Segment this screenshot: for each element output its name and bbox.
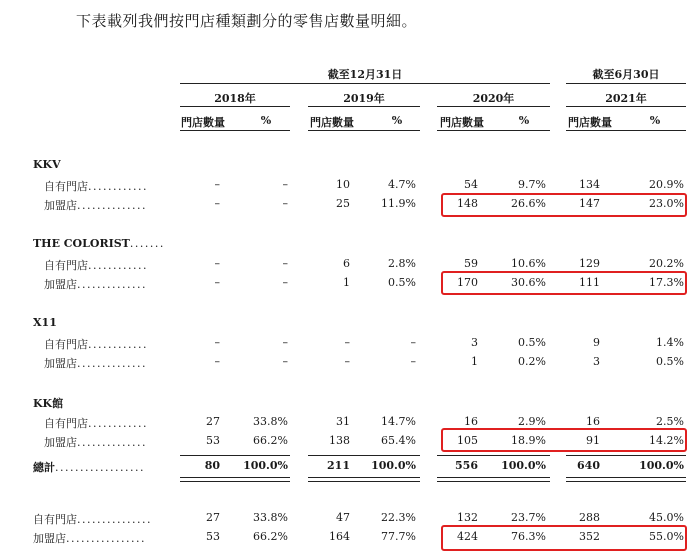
period-jun: 截至6月30日	[592, 68, 660, 81]
group-title	[33, 395, 63, 411]
total-cell: 640	[577, 459, 600, 472]
table-cell: 66.2%	[253, 434, 288, 447]
col-header-count: 門店數量	[440, 116, 484, 129]
summary-cell: 352	[579, 530, 600, 543]
table-cell: 0.5%	[388, 276, 416, 289]
table-cell: 9	[593, 336, 600, 349]
table-cell: 3	[593, 355, 600, 368]
col-header-pct: %	[260, 114, 272, 127]
summary-cell: 45.0%	[649, 511, 684, 524]
summary-cell: 77.7%	[381, 530, 416, 543]
table-cell: –	[214, 197, 220, 210]
highlight-kkg-franchise	[441, 428, 687, 452]
summary-cell: 424	[457, 530, 478, 543]
table-cell: 1	[343, 276, 350, 289]
year-2021: 2021年	[605, 92, 647, 105]
table-cell: 138	[329, 434, 350, 447]
intro-text: 下表載列我們按門店種類劃分的零售店數量明細。	[76, 12, 418, 30]
row-label	[44, 415, 174, 431]
row-label-leader: ..............	[77, 278, 147, 291]
table-cell: 16	[464, 415, 478, 428]
table-cell: 4.7%	[388, 178, 416, 191]
group-name: KKV	[33, 158, 61, 171]
table-cell: 53	[206, 434, 220, 447]
summary-label	[33, 511, 178, 527]
row-label-leader: ..............	[77, 436, 147, 449]
col-header-count: 門店數量	[181, 116, 225, 129]
row-label	[44, 434, 174, 450]
row-label	[44, 178, 174, 194]
row-label	[44, 197, 174, 213]
table-cell: 91	[586, 434, 600, 447]
total-cell: 100.0%	[501, 459, 546, 472]
total-top-rule-2018	[180, 455, 290, 456]
row-label	[44, 355, 174, 371]
total-label-text: 總計	[33, 461, 55, 474]
table-cell: 26.6%	[511, 197, 546, 210]
total-cell: 556	[455, 459, 478, 472]
col-header-pct: %	[518, 114, 530, 127]
summary-cell: 53	[206, 530, 220, 543]
table-cell: –	[410, 336, 416, 349]
group-title	[33, 316, 57, 329]
table-cell: –	[214, 178, 220, 191]
table-cell: –	[282, 276, 288, 289]
row-label	[44, 276, 174, 292]
summary-cell: 288	[579, 511, 600, 524]
total-dbl-rule-2020a	[437, 477, 550, 478]
table-cell: 9.7%	[518, 178, 546, 191]
table-cell: –	[214, 355, 220, 368]
summary-cell: 132	[457, 511, 478, 524]
table-cell: 14.7%	[381, 415, 416, 428]
table-cell: 20.9%	[649, 178, 684, 191]
group-title	[33, 237, 165, 250]
colhdr-rule-2019	[308, 130, 420, 131]
total-cell: 100.0%	[371, 459, 416, 472]
table-cell: 129	[579, 257, 600, 270]
total-dbl-rule-2018b	[180, 481, 290, 482]
total-cell: 100.0%	[639, 459, 684, 472]
summary-cell: 55.0%	[649, 530, 684, 543]
summary-label-leader: ................	[66, 532, 146, 545]
table-cell: 14.2%	[649, 434, 684, 447]
year-rule-2019	[308, 106, 420, 107]
table-cell: 0.5%	[518, 336, 546, 349]
table-cell: 147	[579, 197, 600, 210]
row-label-text: 加盟店	[44, 199, 77, 212]
group-name: X11	[33, 316, 57, 329]
row-label-leader: ............	[88, 180, 148, 193]
summary-cell: 66.2%	[253, 530, 288, 543]
row-label-text: 自有門店	[44, 180, 88, 193]
table-cell: –	[282, 197, 288, 210]
col-header-count: 門店數量	[310, 116, 354, 129]
total-dbl-rule-2019b	[308, 481, 420, 482]
period-dec: 截至12月31日	[327, 68, 403, 81]
table-cell: –	[282, 178, 288, 191]
table-cell: 2.9%	[518, 415, 546, 428]
total-cell: 100.0%	[243, 459, 288, 472]
total-dbl-rule-2021a	[566, 477, 686, 478]
summary-cell: 164	[329, 530, 350, 543]
table-cell: 1	[471, 355, 478, 368]
table-cell: 16	[586, 415, 600, 428]
table-cell: 0.5%	[656, 355, 684, 368]
row-label-text: 加盟店	[44, 357, 77, 370]
row-label-text: 加盟店	[44, 278, 77, 291]
table-cell: 105	[457, 434, 478, 447]
row-label	[44, 257, 174, 273]
table-cell: –	[282, 355, 288, 368]
table-cell: 0.2%	[518, 355, 546, 368]
header-rule-jun	[566, 83, 686, 84]
year-2018: 2018年	[214, 92, 256, 105]
table-cell: 10	[336, 178, 350, 191]
group-title	[33, 158, 61, 171]
group-name: KK館	[33, 397, 64, 410]
table-cell: –	[282, 257, 288, 270]
table-cell: 10.6%	[511, 257, 546, 270]
year-rule-2018	[180, 106, 290, 107]
row-label-leader: ............	[88, 338, 148, 351]
table-cell: 27	[206, 415, 220, 428]
summary-label-text: 自有門店	[33, 513, 77, 526]
total-top-rule-2019	[308, 455, 420, 456]
table-cell: 20.2%	[649, 257, 684, 270]
table-cell: 54	[464, 178, 478, 191]
year-2019: 2019年	[343, 92, 385, 105]
row-label-text: 自有門店	[44, 259, 88, 272]
total-dbl-rule-2019a	[308, 477, 420, 478]
summary-cell: 33.8%	[253, 511, 288, 524]
table-cell: –	[282, 336, 288, 349]
summary-cell: 22.3%	[381, 511, 416, 524]
table-cell: 148	[457, 197, 478, 210]
total-top-rule-2020	[437, 455, 550, 456]
total-cell: 211	[327, 459, 350, 472]
table-cell: 170	[457, 276, 478, 289]
year-rule-2020	[437, 106, 550, 107]
table-cell: –	[214, 336, 220, 349]
table-cell: 33.8%	[253, 415, 288, 428]
summary-label-text: 加盟店	[33, 532, 66, 545]
colhdr-rule-2021	[566, 130, 686, 131]
group-name-leader: .......	[129, 237, 165, 250]
total-cell: 80	[204, 459, 220, 472]
table-cell: –	[214, 276, 220, 289]
summary-cell: 47	[336, 511, 350, 524]
row-label-text: 加盟店	[44, 436, 77, 449]
row-label-text: 自有門店	[44, 338, 88, 351]
summary-cell: 23.7%	[511, 511, 546, 524]
table-cell: 134	[579, 178, 600, 191]
total-label	[33, 459, 178, 475]
total-top-rule-2021	[566, 455, 686, 456]
summary-label-leader: ...............	[77, 513, 152, 526]
total-dbl-rule-2018a	[180, 477, 290, 478]
table-cell: 17.3%	[649, 276, 684, 289]
row-label	[44, 336, 174, 352]
table-cell: 1.4%	[656, 336, 684, 349]
group-name: THE COLORIST	[33, 237, 130, 250]
year-rule-2021	[566, 106, 686, 107]
table-cell: –	[344, 355, 350, 368]
table-cell: 18.9%	[511, 434, 546, 447]
col-header-pct: %	[391, 114, 403, 127]
row-label-leader: ............	[88, 417, 148, 430]
total-label-leader: ..................	[55, 461, 145, 474]
row-label-leader: ..............	[77, 357, 147, 370]
colhdr-rule-2018	[180, 130, 290, 131]
highlight-kkv-franchise	[441, 193, 687, 217]
col-header-pct: %	[649, 114, 661, 127]
summary-label	[33, 530, 178, 546]
highlight-colorist-franchise	[441, 271, 687, 295]
col-header-count: 門店數量	[568, 116, 612, 129]
highlight-summary-franchise	[441, 525, 687, 551]
table-cell: 111	[579, 276, 600, 289]
table-cell: –	[214, 257, 220, 270]
row-label-leader: ............	[88, 259, 148, 272]
row-label-leader: ..............	[77, 199, 147, 212]
summary-cell: 27	[206, 511, 220, 524]
table-cell: 23.0%	[649, 197, 684, 210]
row-label-text: 自有門店	[44, 417, 88, 430]
total-dbl-rule-2020b	[437, 481, 550, 482]
header-rule-dec	[180, 83, 550, 84]
total-dbl-rule-2021b	[566, 481, 686, 482]
table-cell: 2.8%	[388, 257, 416, 270]
table-cell: –	[344, 336, 350, 349]
table-cell: 3	[471, 336, 478, 349]
table-cell: 2.5%	[656, 415, 684, 428]
table-cell: 30.6%	[511, 276, 546, 289]
table-cell: –	[410, 355, 416, 368]
table-cell: 25	[336, 197, 350, 210]
table-cell: 59	[464, 257, 478, 270]
colhdr-rule-2020	[437, 130, 550, 131]
table-cell: 6	[343, 257, 350, 270]
year-2020: 2020年	[472, 92, 515, 105]
table-cell: 65.4%	[381, 434, 416, 447]
summary-cell: 76.3%	[511, 530, 546, 543]
table-cell: 11.9%	[381, 197, 416, 210]
table-cell: 31	[336, 415, 350, 428]
